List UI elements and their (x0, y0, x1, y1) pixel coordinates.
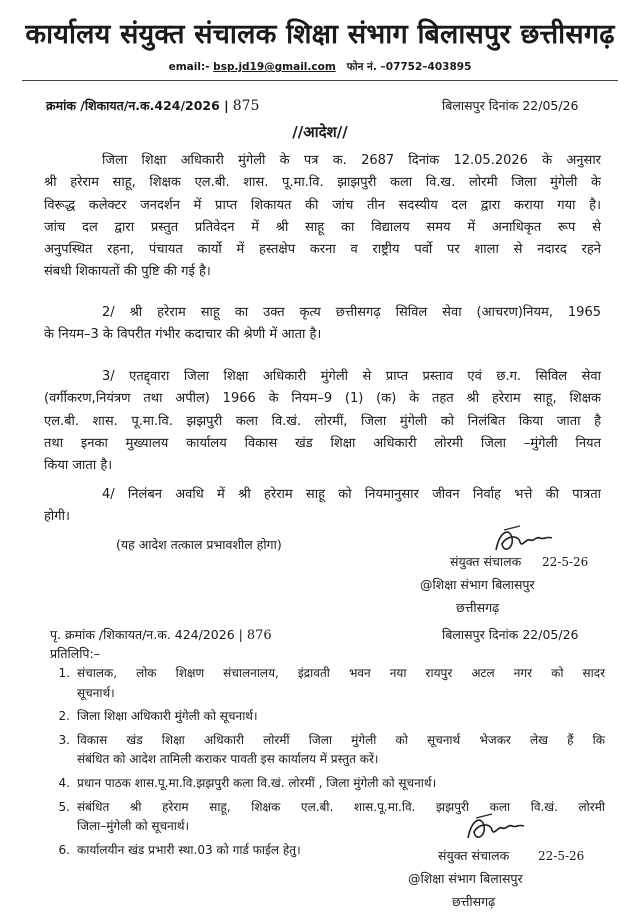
copy-reference-number-text: पृ. क्रमांक /शिकायत/न.क. 424/2026 | (50, 627, 243, 642)
list-item (40, 707, 605, 727)
text-line: जांच दल द्वारा प्रस्तुत प्रतिवेदन में श्री साहू का विद्यालय समय में अनाधिकृत रूप से (44, 219, 601, 235)
list-item-line: जिला शिक्षा अधिकारी मुंगेली को सूचनार्थ। (77, 709, 258, 724)
text-line: के नियम–3 के विपरीत गंभीर कदाचार की श्रेणी में आता है। (44, 327, 322, 343)
paragraph-4 (44, 484, 601, 529)
signatory-office: @शिक्षा संभाग बिलासपुर (408, 871, 523, 886)
copies-heading: प्रतिलिपि:– (50, 646, 100, 661)
list-item-number: 3. (58, 732, 70, 747)
text-line: अनुपस्थित रहना, पंचायत कार्यो में हस्तक्षेप करना व राष्ट्रीय पर्वो पर शाला से नदारद रहने (44, 242, 601, 258)
text-line: किया जाता है। (44, 458, 113, 474)
list-item-line: विकास खंड शिक्षा अधिकारी लोरमीं जिला मुंगेली को सूचनार्थ भेजकर लेख हैं कि (77, 732, 605, 747)
list-item-line: कार्यालयीन खंड प्रभारी स्था.03 को गार्ड फाईल हेतु। (77, 842, 301, 857)
text-line: एल.बी. शास. पू.मा.वि. झझपुरी कला वि.खं. लोरमीं, जिला मुंगेली को निलंबित किया जाता है (44, 413, 601, 429)
list-item-line: जिला–मुंगेली को सूचनार्थ। (77, 819, 190, 834)
effect-note: (यह आदेश तत्काल प्रभावशील होगा) (116, 537, 282, 552)
order-heading: //आदेश// (292, 123, 348, 141)
reference-handwritten-number: 875 (232, 98, 260, 114)
list-item-number: 1. (58, 666, 70, 680)
text-line: (वर्गीकरण,नियंत्रण तथा अपील) 1966 के नियम–9 (1) (क) के तहत श्री हरेराम साहू, शिक्षक (44, 391, 601, 407)
text-line: तथा इनका मुख्यालय कार्यालय विकास खंड शिक्षा अधिकारी लोरमी जिला –मुंगेली नियत (44, 435, 601, 451)
signatory-state: छत्तीसगढ़ (452, 894, 496, 909)
reference-number-text: क्रमांक /शिकायत/न.क.424/2026 | (46, 98, 229, 113)
text-line: संबधी शिकायतों की पुष्टि की गई है। (44, 264, 211, 280)
phone-number: फोन नं. –07752–403895 (346, 61, 472, 73)
copy-reference-handwritten-number: 876 (246, 628, 272, 643)
list-item (40, 664, 605, 703)
signatory-designation: संयुक्त संचालक (450, 554, 522, 569)
list-item-number: 2. (58, 709, 70, 724)
signatory-office: @शिक्षा संभाग बिलासपुर (420, 577, 535, 592)
signature-date: 22-5-26 (538, 849, 585, 863)
copy-reference-number (50, 626, 272, 643)
list-item-number: 6. (58, 842, 70, 857)
signature-scribble-icon (462, 812, 534, 848)
paragraph-1 (44, 150, 601, 284)
email-label: email:- (168, 61, 210, 73)
list-item-line: प्रधान पाठक शास.पू.मा.वि.झझपुरी कला वि.खं. लोरमीं , जिला मुंगेली को सूचनार्थ। (77, 775, 437, 790)
list-item-number: 4. (58, 775, 70, 790)
list-item-number: 5. (58, 799, 70, 814)
signatory-state: छत्तीसगढ़ (456, 600, 500, 615)
paragraph-3 (44, 366, 601, 477)
signatory-designation: संयुक्त संचालक (438, 848, 510, 863)
list-item (40, 731, 605, 770)
text-line: विरूद्ध कलेक्टर जनदर्शन में प्राप्त शिकायत की जांच तीन सदस्यीय दल द्वारा कराया गया है। (44, 197, 601, 213)
reference-number (46, 97, 259, 114)
signature-block-1 (420, 550, 535, 619)
text-line: होगी। (44, 509, 70, 525)
copy-place-date: बिलासपुर दिनांक 22/05/26 (442, 627, 579, 642)
list-item-line: संचालक, लोक शिक्षण संचालनालय, इंद्रावती भवन नया रायपुर अटल नगर को सादर (77, 666, 605, 680)
list-item (40, 774, 605, 794)
email-link[interactable]: bsp.jd19@gmail.com (213, 61, 336, 73)
place-date: बिलासपुर दिनांक 22/05/26 (442, 98, 579, 113)
signature-date: 22-5-26 (542, 555, 589, 569)
text-line: जिला शिक्षा अधिकारी मुंगेली के पत्र क. 2687 दिनांक 12.05.2026 के अनुसार (102, 153, 601, 168)
text-line: 3/ एतद्द्वारा जिला शिक्षा अधिकारी मुंगेली से प्राप्त प्रस्ताव एवं छ.ग. सिविल सेवा (102, 369, 601, 384)
text-line: श्री हरेराम साहू, शिक्षक एल.बी. शास. पू.मा.वि. झाझपुरी कला वि.ख. लोरमी जिला मुंगेली के (44, 175, 601, 191)
signature-block-2 (408, 844, 523, 913)
paragraph-2 (44, 302, 601, 347)
list-item-line: संबंधित श्री हरेराम साहू, शिक्षक एल.बी. शास.पू.मा.वि. झझपुरी कला वि.खं. लोरमी (77, 799, 605, 814)
contact-line (0, 60, 640, 74)
list-item-line: सूचनार्थ। (77, 685, 115, 700)
text-line: 4/ निलंबन अवधि में श्री हरेराम साहू को नियमानुसार जीवन निर्वाह भत्ते की पात्रता (102, 487, 601, 502)
list-item-line: संबंधित को आदेश तामिली कराकर पावती इस कार्यालय में प्रस्तुत करें। (77, 752, 379, 767)
office-title: कार्यालय संयुक्त संचालक शिक्षा संभाग बिलासपुर छत्तीसगढ़ (25, 19, 615, 50)
text-line: 2/ श्री हरेराम साहू का उक्त कृत्य छत्तीसगढ़ सिविल सेवा (आचरण)नियम, 1965 (102, 305, 601, 320)
header-divider (22, 80, 618, 81)
